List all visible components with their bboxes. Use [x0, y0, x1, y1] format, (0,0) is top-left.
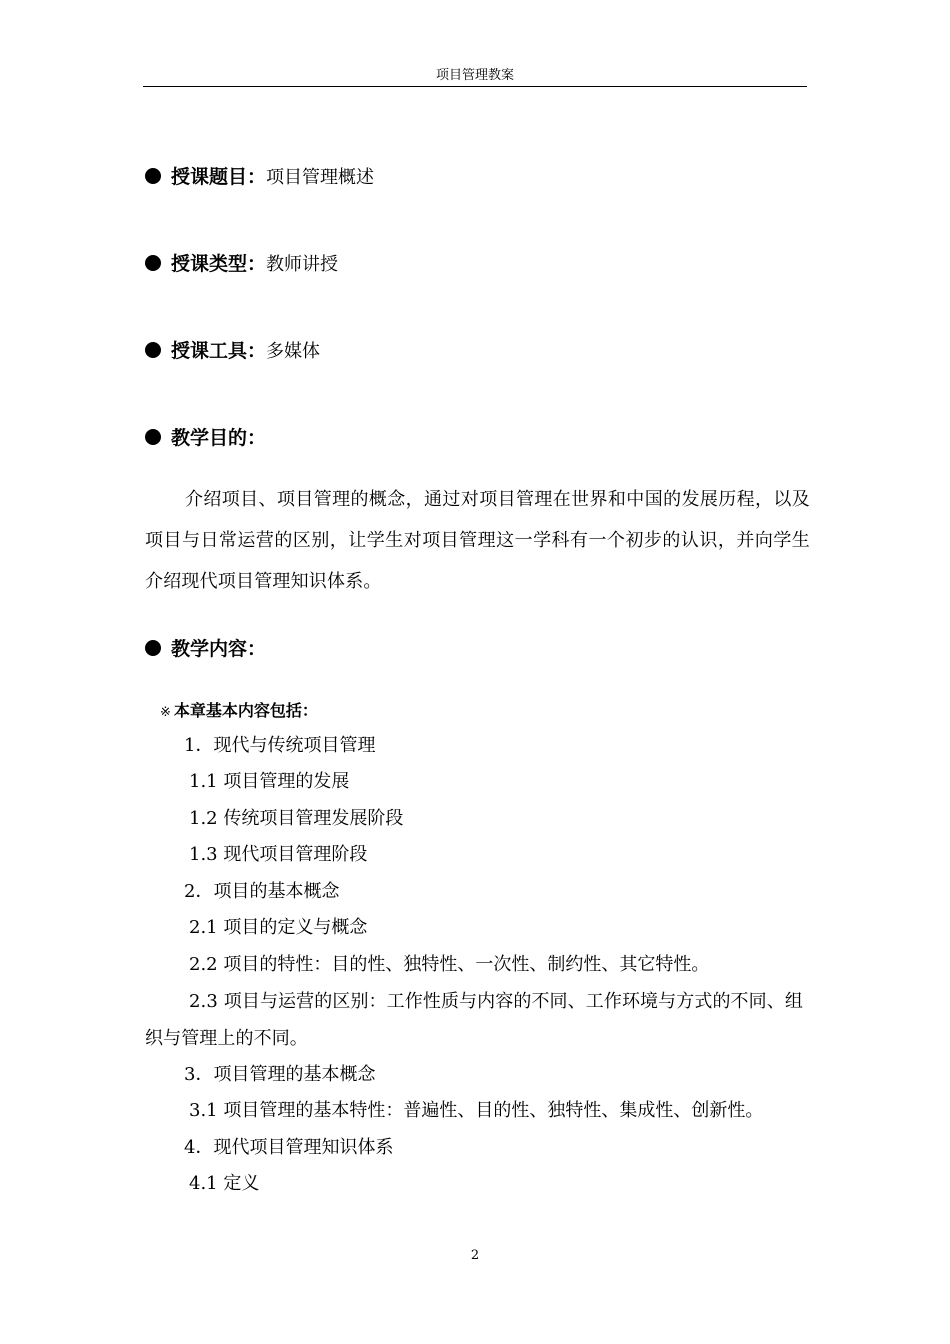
item-label: 教学目的： — [171, 427, 267, 449]
page-number: 2 — [470, 1248, 480, 1263]
outline-line: 4.1 定义 — [189, 1173, 260, 1194]
outline-line: 2．项目的基本概念 — [184, 881, 340, 902]
outline-line: 1．现代与传统项目管理 — [184, 735, 376, 756]
outline-line: 1.2 传统项目管理发展阶段 — [189, 808, 404, 829]
item-value: 项目管理概述 — [266, 167, 375, 188]
item-label: 授课题目： — [171, 166, 267, 188]
reference-mark-icon: ※ — [160, 705, 171, 720]
item-value: 教师讲授 — [266, 254, 339, 275]
item-tools — [145, 337, 320, 365]
outline-line: 4．现代项目管理知识体系 — [184, 1137, 394, 1158]
header-rule — [143, 86, 807, 87]
item-label: 授课类型： — [171, 253, 267, 275]
outline-line: 3．项目管理的基本概念 — [184, 1064, 376, 1085]
outline-line: 1.3 现代项目管理阶段 — [189, 844, 368, 865]
item-label: 教学内容： — [171, 638, 267, 660]
bullet-icon — [145, 640, 161, 656]
bullet-icon — [145, 255, 161, 271]
bullet-icon — [145, 168, 161, 184]
item-content — [145, 635, 266, 663]
outline-line: 2.1 项目的定义与概念 — [189, 917, 368, 938]
outline-line: 2.3 项目与运营的区别：工作性质与内容的不同、工作环境与方式的不同、组织与管理上的不同。 — [145, 991, 803, 1049]
content-intro — [160, 698, 318, 724]
bullet-icon — [145, 429, 161, 445]
item-purpose — [145, 424, 266, 452]
purpose-paragraph: 介绍项目、项目管理的概念，通过对项目管理在世界和中国的发展历程，以及项目与日常运营的区别，让学生对项目管理这一学科有一个初步的认识，并向学生介绍现代项目管理知识体系。 — [145, 489, 810, 592]
page-header: 项目管理教案 — [435, 68, 514, 83]
outline-line: 3.1 项目管理的基本特性：普遍性、目的性、独特性、集成性、创新性。 — [189, 1100, 764, 1121]
outline-line: 2.2 项目的特性：目的性、独特性、一次性、制约性、其它特性。 — [189, 954, 710, 975]
item-label: 授课工具： — [171, 340, 267, 362]
outline-line: 1.1 项目管理的发展 — [189, 771, 350, 792]
item-topic — [145, 163, 374, 191]
bullet-icon — [145, 342, 161, 358]
item-value: 多媒体 — [266, 341, 321, 362]
item-type — [145, 250, 338, 278]
content-intro-label: 本章基本内容包括： — [173, 701, 318, 720]
